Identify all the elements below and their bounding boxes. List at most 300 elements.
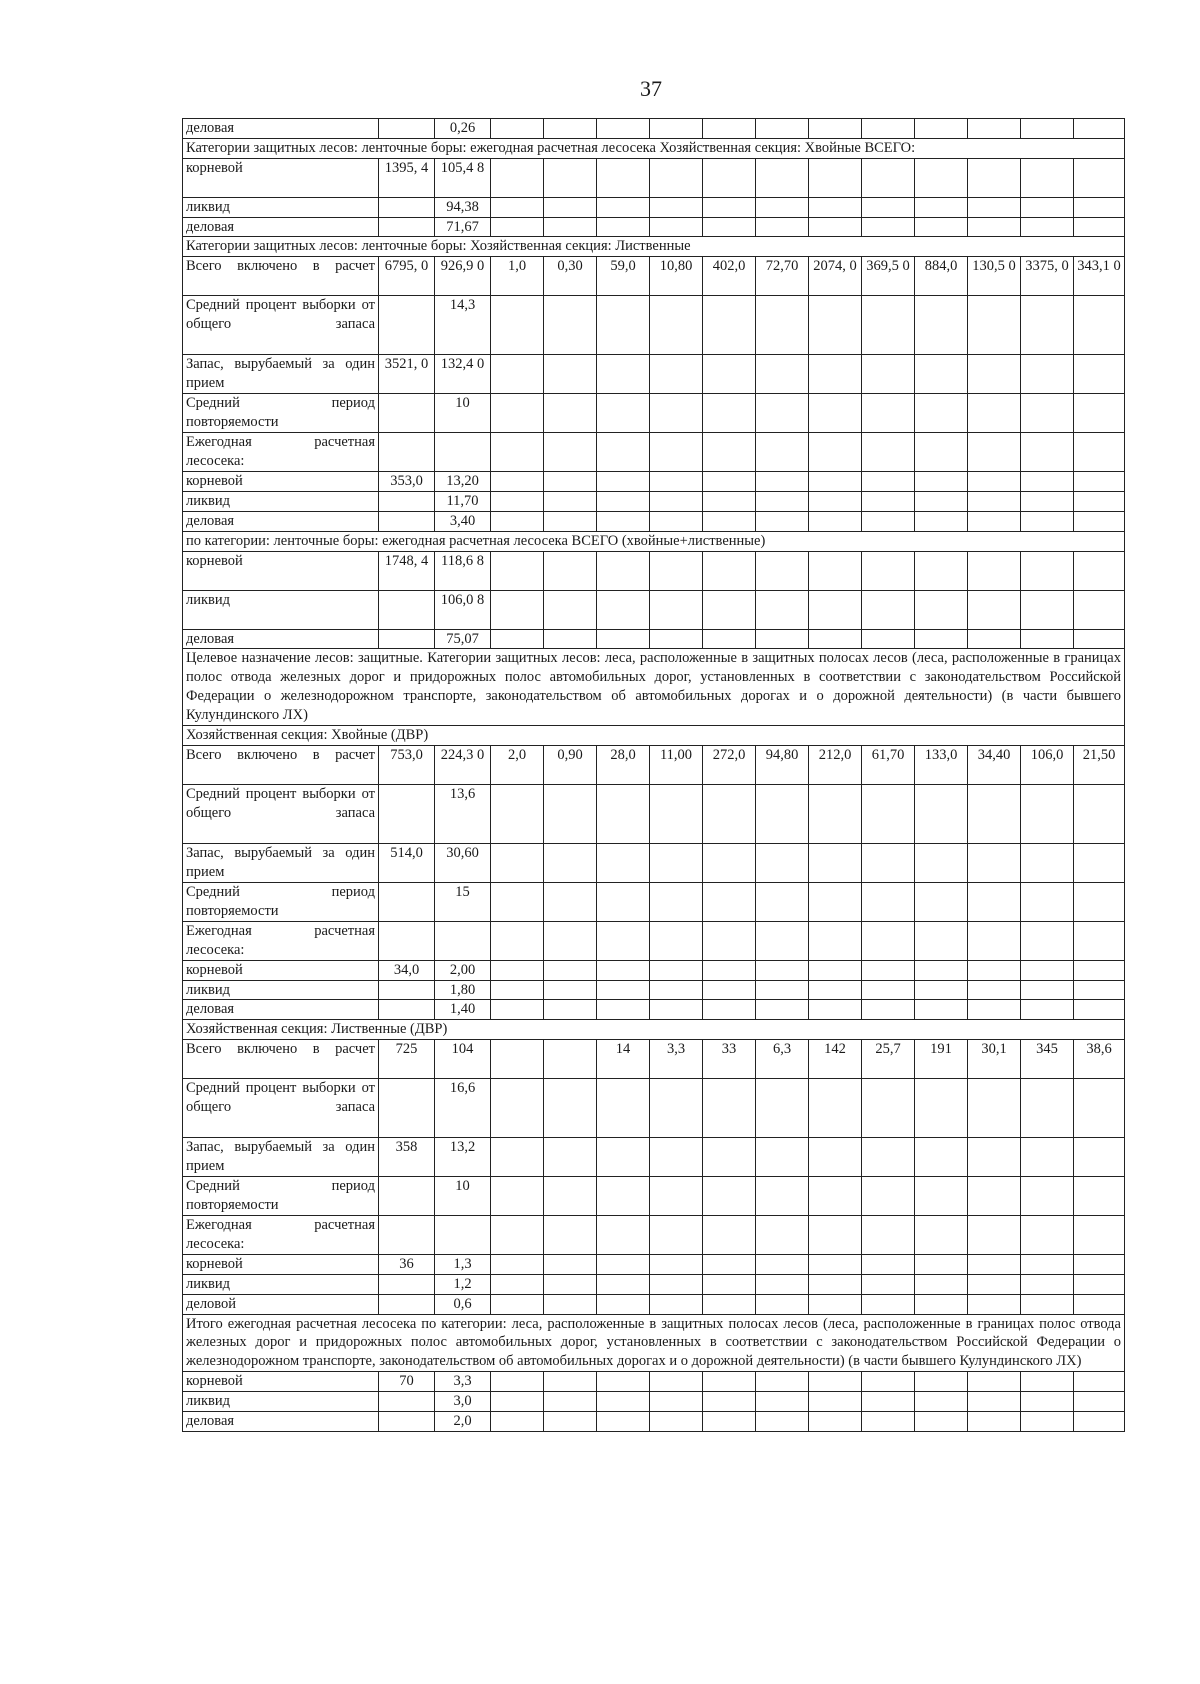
table-cell — [491, 217, 544, 237]
table-cell — [756, 217, 809, 237]
table-cell — [1074, 1294, 1125, 1314]
table-cell — [1021, 1294, 1074, 1314]
table-cell — [862, 1372, 915, 1392]
table-cell — [597, 590, 650, 629]
table-cell — [1021, 590, 1074, 629]
table-cell — [650, 590, 703, 629]
table-cell — [650, 1274, 703, 1294]
table-cell — [756, 551, 809, 590]
table-cell: 725 — [379, 1040, 435, 1079]
table-cell — [379, 296, 435, 355]
table-cell — [597, 1079, 650, 1138]
table-cell — [1074, 472, 1125, 492]
table-cell: 212,0 — [809, 745, 862, 784]
table-cell — [809, 511, 862, 531]
table-cell — [756, 433, 809, 472]
table-cell: 1395, 4 — [379, 158, 435, 197]
table-cell — [809, 355, 862, 394]
table-cell: 3,3 — [435, 1372, 491, 1392]
table-cell — [379, 1079, 435, 1138]
table-cell — [1021, 960, 1074, 980]
row-label-text: корневой — [186, 961, 243, 978]
table-cell — [491, 492, 544, 512]
table-cell: 3,40 — [435, 511, 491, 531]
table-cell — [915, 1274, 968, 1294]
row-label — [183, 590, 379, 629]
table-cell — [809, 119, 862, 139]
table-cell: 25,7 — [862, 1040, 915, 1079]
table-row — [183, 980, 1125, 1000]
table-cell — [809, 960, 862, 980]
table-cell — [809, 433, 862, 472]
table-cell — [968, 1274, 1021, 1294]
table-cell — [650, 296, 703, 355]
table-row — [183, 433, 1125, 472]
section-header: Хозяйственная секция: Лиственные (ДВР) — [183, 1020, 1125, 1040]
table-cell — [703, 921, 756, 960]
table-cell — [968, 197, 1021, 217]
table-cell — [650, 119, 703, 139]
table-cell — [544, 784, 597, 843]
table-cell: 10,80 — [650, 257, 703, 296]
table-cell: 16,6 — [435, 1079, 491, 1138]
table-cell — [703, 882, 756, 921]
table-cell — [1021, 296, 1074, 355]
table-cell — [968, 1216, 1021, 1255]
table-cell — [491, 511, 544, 531]
table-cell — [915, 1000, 968, 1020]
table-cell — [597, 1391, 650, 1411]
table-cell — [862, 551, 915, 590]
row-label — [183, 511, 379, 531]
table-row — [183, 843, 1125, 882]
row-label-text: Ежегодная расчетная лесосека: — [186, 434, 375, 470]
table-cell: 36 — [379, 1255, 435, 1275]
table-row — [183, 1372, 1125, 1392]
table-cell — [862, 980, 915, 1000]
table-cell: 15 — [435, 882, 491, 921]
table-cell: 38,6 — [1074, 1040, 1125, 1079]
table-cell: 3,0 — [435, 1391, 491, 1411]
table-cell — [968, 433, 1021, 472]
row-label — [183, 629, 379, 649]
table-row — [183, 921, 1125, 960]
table-cell — [756, 1079, 809, 1138]
row-label-text: деловая — [186, 120, 235, 136]
table-cell — [1021, 921, 1074, 960]
table-cell — [915, 197, 968, 217]
table-cell — [544, 629, 597, 649]
table-cell — [703, 1255, 756, 1275]
table-cell — [650, 158, 703, 197]
table-cell: 6795, 0 — [379, 257, 435, 296]
table-cell — [544, 882, 597, 921]
table-cell — [915, 784, 968, 843]
table-cell — [756, 1411, 809, 1431]
table-cell — [968, 882, 1021, 921]
table-cell — [1021, 433, 1074, 472]
table-cell — [756, 1216, 809, 1255]
table-cell — [1074, 1391, 1125, 1411]
table-cell — [491, 921, 544, 960]
table-cell — [862, 433, 915, 472]
row-label-text: Всего включено в расчет — [186, 258, 375, 275]
table-cell — [915, 551, 968, 590]
table-cell — [862, 511, 915, 531]
table-cell — [597, 843, 650, 882]
table-cell — [915, 1255, 968, 1275]
table-cell — [491, 1216, 544, 1255]
row-label-text: деловая — [186, 512, 235, 529]
section-header-row — [183, 725, 1125, 745]
table-cell — [491, 629, 544, 649]
table-cell — [862, 629, 915, 649]
table-cell — [491, 960, 544, 980]
section-header: Категории защитных лесов: ленточные боры: ежегодная расчетная лесосека Хозяйственная секция: Хвойные ВСЕГО: — [183, 138, 1125, 158]
table-cell — [756, 1255, 809, 1275]
table-cell — [1074, 629, 1125, 649]
row-label — [183, 1391, 379, 1411]
table-cell — [968, 119, 1021, 139]
table-cell — [809, 1255, 862, 1275]
table-cell — [1021, 629, 1074, 649]
table-row — [183, 1274, 1125, 1294]
table-cell — [544, 492, 597, 512]
table-cell — [1021, 1216, 1074, 1255]
table-cell — [379, 921, 435, 960]
table-cell — [703, 492, 756, 512]
table-cell — [809, 590, 862, 629]
page-number: 37 — [640, 76, 662, 101]
table-cell — [491, 1079, 544, 1138]
table-cell — [756, 492, 809, 512]
table-cell — [597, 511, 650, 531]
row-label-text: Всего включено в расчет — [186, 746, 375, 763]
row-label — [183, 158, 379, 197]
table-cell: 28,0 — [597, 745, 650, 784]
table-row — [183, 745, 1125, 784]
section-header: Хозяйственная секция: Хвойные (ДВР) — [183, 725, 1125, 745]
table-cell: 72,70 — [756, 257, 809, 296]
table-cell: 343,1 0 — [1074, 257, 1125, 296]
table-cell: 33 — [703, 1040, 756, 1079]
table-cell — [862, 1138, 915, 1177]
table-cell — [809, 1138, 862, 1177]
table-cell — [809, 1079, 862, 1138]
table-cell — [756, 629, 809, 649]
table-cell — [809, 921, 862, 960]
table-row — [183, 784, 1125, 843]
table-cell — [756, 590, 809, 629]
row-label-text: ликвид — [186, 1275, 231, 1292]
table-cell: 224,3 0 — [435, 745, 491, 784]
table-cell — [650, 629, 703, 649]
table-cell — [1074, 296, 1125, 355]
table-cell — [809, 1391, 862, 1411]
row-label-text: корневой — [186, 1373, 243, 1390]
row-label-text: корневой — [186, 552, 243, 569]
row-label-text: деловой — [186, 1295, 237, 1312]
table-cell — [597, 784, 650, 843]
table-cell: 753,0 — [379, 745, 435, 784]
table-cell — [756, 197, 809, 217]
table-cell — [1021, 1177, 1074, 1216]
table-row — [183, 296, 1125, 355]
table-cell: 10 — [435, 394, 491, 433]
table-cell — [968, 960, 1021, 980]
table-cell: 1,40 — [435, 1000, 491, 1020]
table-cell — [597, 1372, 650, 1392]
table-cell — [703, 960, 756, 980]
table-cell — [756, 1372, 809, 1392]
table-cell — [809, 882, 862, 921]
table-cell: 30,1 — [968, 1040, 1021, 1079]
table-cell — [915, 1411, 968, 1431]
table-cell: 105,4 8 — [435, 158, 491, 197]
table-cell — [1074, 1079, 1125, 1138]
table-cell — [809, 394, 862, 433]
table-cell: 142 — [809, 1040, 862, 1079]
table-cell — [968, 1372, 1021, 1392]
table-cell — [491, 394, 544, 433]
table-cell — [597, 296, 650, 355]
table-cell — [756, 882, 809, 921]
table-cell — [379, 980, 435, 1000]
table-row — [183, 960, 1125, 980]
table-cell — [491, 433, 544, 472]
table-cell — [862, 1255, 915, 1275]
table-row — [183, 511, 1125, 531]
table-cell: 94,38 — [435, 197, 491, 217]
table-cell — [862, 1216, 915, 1255]
table-cell: 133,0 — [915, 745, 968, 784]
row-label — [183, 1372, 379, 1392]
table-cell — [756, 355, 809, 394]
category-paragraph: Итого ежегодная расчетная лесосека по категории: леса, расположенные в защитных полосах лесов (леса, расположенные в границах полос отвода железных дорог и придорожных полос автомобильных дорог, установленных в соответствии с законодательством Российской Федерации о железнодорожном транспорте, законодательством об автомобильных дорогах и о дорожной деятельности) (в части бывшего Кулундинского ЛХ) — [183, 1314, 1125, 1372]
row-label-text: деловая — [186, 218, 235, 235]
table-cell: 191 — [915, 1040, 968, 1079]
table-cell — [1074, 217, 1125, 237]
table-cell — [544, 1138, 597, 1177]
table-cell — [862, 119, 915, 139]
table-cell — [968, 158, 1021, 197]
table-cell — [544, 590, 597, 629]
table-cell — [915, 980, 968, 1000]
section-header-row — [183, 138, 1125, 158]
table-cell — [544, 296, 597, 355]
table-cell — [968, 1138, 1021, 1177]
table-cell — [491, 1274, 544, 1294]
table-cell — [544, 843, 597, 882]
table-cell — [544, 158, 597, 197]
table-cell — [915, 472, 968, 492]
table-cell — [862, 472, 915, 492]
table-cell — [915, 158, 968, 197]
table-cell — [1074, 1274, 1125, 1294]
table-cell — [862, 492, 915, 512]
table-cell — [491, 1040, 544, 1079]
table-cell — [379, 197, 435, 217]
row-label-text: Запас, вырубаемый за один прием — [186, 1139, 375, 1174]
table-cell — [597, 629, 650, 649]
table-cell — [491, 1372, 544, 1392]
table-cell: 11,70 — [435, 492, 491, 512]
table-cell — [544, 355, 597, 394]
table-cell — [915, 511, 968, 531]
table-cell — [968, 784, 1021, 843]
table-cell — [703, 296, 756, 355]
table-cell — [491, 472, 544, 492]
row-label — [183, 882, 379, 921]
table-cell: 70 — [379, 1372, 435, 1392]
table-cell — [597, 980, 650, 1000]
table-cell — [491, 551, 544, 590]
table-cell — [756, 394, 809, 433]
row-label — [183, 433, 379, 472]
table-cell: 0,6 — [435, 1294, 491, 1314]
table-cell — [491, 1255, 544, 1275]
table-cell — [597, 551, 650, 590]
table-cell — [650, 1294, 703, 1314]
table-cell: 106,0 8 — [435, 590, 491, 629]
table-cell: 353,0 — [379, 472, 435, 492]
row-label — [183, 472, 379, 492]
table-cell: 369,5 0 — [862, 257, 915, 296]
table-cell — [597, 1138, 650, 1177]
table-cell — [1021, 355, 1074, 394]
table-cell — [968, 296, 1021, 355]
row-label-text: Всего включено в расчет — [186, 1041, 375, 1058]
table-cell — [379, 433, 435, 472]
row-label-text: корневой — [186, 473, 243, 490]
table-cell — [809, 158, 862, 197]
table-cell — [703, 355, 756, 394]
section-header: по категории: ленточные боры: ежегодная расчетная лесосека ВСЕГО (хвойные+лиственные) — [183, 531, 1125, 551]
row-label — [183, 1411, 379, 1431]
table-cell — [756, 1138, 809, 1177]
table-cell — [703, 1177, 756, 1216]
table-cell — [862, 843, 915, 882]
table-cell — [809, 1372, 862, 1392]
table-cell — [968, 492, 1021, 512]
table-cell — [915, 1138, 968, 1177]
table-cell: 61,70 — [862, 745, 915, 784]
category-paragraph: Целевое назначение лесов: защитные. Категории защитных лесов: леса, расположенные в защитных полосах лесов (леса, расположенные в границах полос отвода железных дорог и придорожных полос автомобильных дорог, установленных в соответствии с законодательством Российской Федерации о железнодорожном транспорте, законодательством об автомобильных дорогах и о дорожной деятельности) (в части бывшего Кулундинского ЛХ) — [183, 649, 1125, 725]
row-label — [183, 551, 379, 590]
table-cell: 3521, 0 — [379, 355, 435, 394]
table-cell — [597, 433, 650, 472]
table-row — [183, 1255, 1125, 1275]
table-cell — [756, 1177, 809, 1216]
table-cell — [379, 1177, 435, 1216]
table-cell — [703, 551, 756, 590]
table-cell — [703, 472, 756, 492]
table-cell — [968, 590, 1021, 629]
table-cell — [915, 882, 968, 921]
table-cell — [968, 394, 1021, 433]
table-cell — [756, 296, 809, 355]
table-cell — [862, 217, 915, 237]
table-cell — [544, 1079, 597, 1138]
table-cell — [862, 158, 915, 197]
table-cell — [650, 980, 703, 1000]
table-cell — [809, 197, 862, 217]
table-cell: 71,67 — [435, 217, 491, 237]
table-row — [183, 1411, 1125, 1431]
table-cell — [544, 217, 597, 237]
table-cell: 13,20 — [435, 472, 491, 492]
table-cell — [1074, 921, 1125, 960]
table-cell — [650, 217, 703, 237]
table-cell — [862, 197, 915, 217]
table-cell — [809, 1274, 862, 1294]
row-label-text: деловая — [186, 1412, 235, 1429]
table-cell — [1074, 1411, 1125, 1431]
table-cell — [491, 843, 544, 882]
table-cell — [703, 197, 756, 217]
table-cell — [650, 1255, 703, 1275]
table-cell — [968, 472, 1021, 492]
table-cell — [1074, 590, 1125, 629]
table-row — [183, 394, 1125, 433]
table-cell: 10 — [435, 1177, 491, 1216]
table-cell — [1021, 1255, 1074, 1275]
table-cell — [1074, 1138, 1125, 1177]
table-cell — [915, 629, 968, 649]
table-cell — [968, 843, 1021, 882]
table-cell — [597, 472, 650, 492]
row-label — [183, 921, 379, 960]
table-cell — [756, 1294, 809, 1314]
forest-cutting-table — [182, 118, 1125, 1432]
table-cell: 118,6 8 — [435, 551, 491, 590]
table-cell — [703, 629, 756, 649]
table-row — [183, 882, 1125, 921]
table-cell — [703, 217, 756, 237]
table-cell — [968, 1079, 1021, 1138]
table-cell — [703, 119, 756, 139]
table-cell — [915, 433, 968, 472]
table-cell — [491, 197, 544, 217]
table-cell — [544, 1255, 597, 1275]
table-cell: 21,50 — [1074, 745, 1125, 784]
table-cell — [756, 1391, 809, 1411]
table-cell — [1021, 1274, 1074, 1294]
table-cell — [379, 1391, 435, 1411]
table-cell — [703, 433, 756, 472]
table-cell — [809, 492, 862, 512]
table-cell — [756, 472, 809, 492]
row-label-text: ликвид — [186, 493, 231, 510]
table-cell — [491, 1294, 544, 1314]
table-cell — [379, 1000, 435, 1020]
table-cell — [544, 921, 597, 960]
table-cell — [544, 119, 597, 139]
table-cell — [1074, 197, 1125, 217]
row-label-text: Ежегодная расчетная лесосека: — [186, 922, 375, 958]
table-cell: 6,3 — [756, 1040, 809, 1079]
table-cell — [650, 394, 703, 433]
table-cell — [491, 980, 544, 1000]
table-cell — [809, 1177, 862, 1216]
table-cell: 106,0 — [1021, 745, 1074, 784]
table-cell — [491, 784, 544, 843]
row-label — [183, 1079, 379, 1138]
table-cell — [1074, 551, 1125, 590]
table-cell — [703, 590, 756, 629]
table-cell — [650, 492, 703, 512]
table-cell — [1021, 1391, 1074, 1411]
